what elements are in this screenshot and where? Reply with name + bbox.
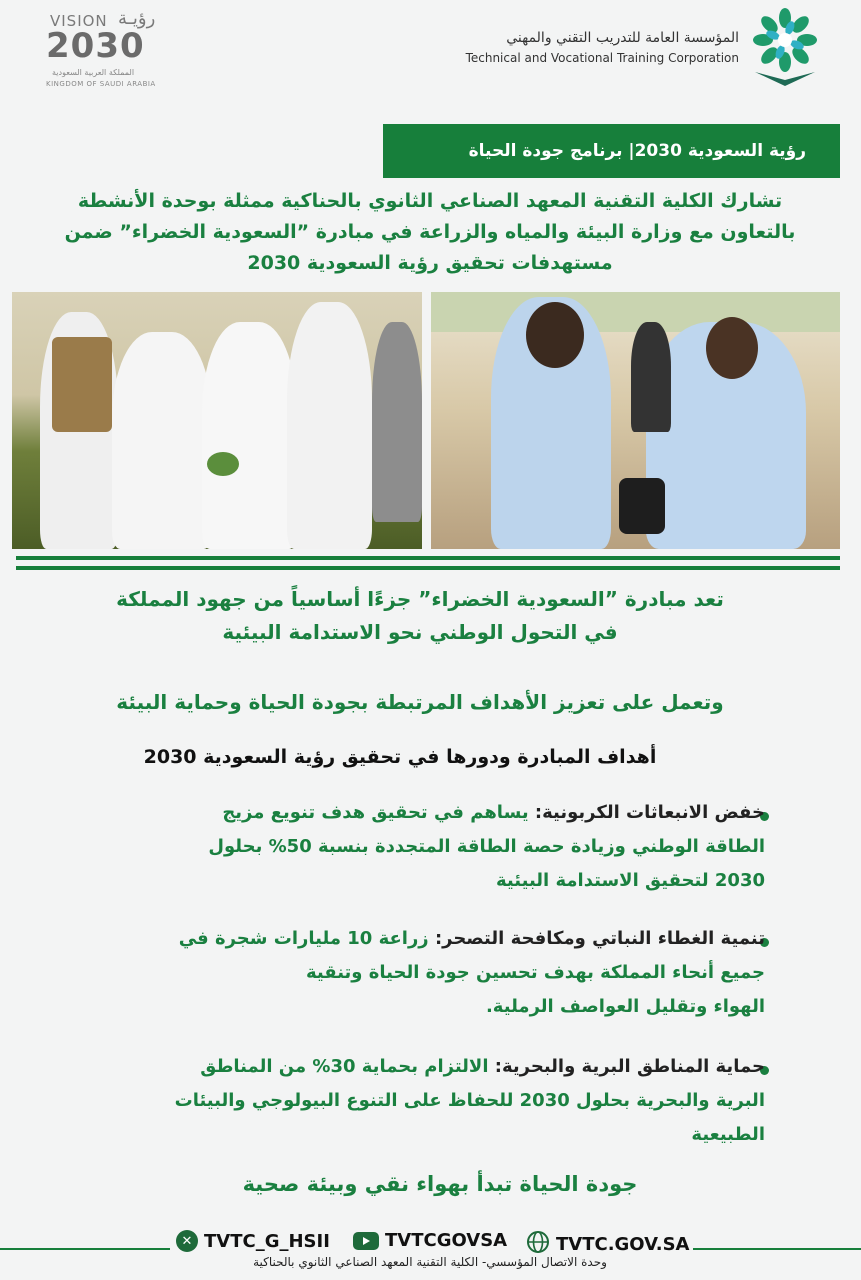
org-name-ar: المؤسسة العامة للتدريب التقني والمهني [506, 30, 739, 46]
goal-text: جميع أنحاء المملكة بهدف تحسين جودة الحياة وتنقية [305, 962, 765, 983]
initiative-statement-2: وتعمل على تعزيز الأهداف المرتبطة بجودة الحياة وحماية البيئة [116, 690, 724, 714]
divider-bottom [16, 566, 840, 570]
divider-top [16, 556, 840, 560]
goal-text: يساهم في تحقيق هدف تنويع مزيج [222, 802, 535, 823]
planting-photo-left [12, 292, 422, 549]
goal-text: زراعة 10 مليارات شجرة في [178, 928, 435, 949]
org-name-en: Technical and Vocational Training Corporation [465, 51, 739, 65]
goal-text: الالتزام بحماية 30% من المناطق [200, 1056, 495, 1077]
vision-arabic: رؤيـة [118, 8, 156, 29]
footer-line-left [0, 1248, 170, 1250]
goal-item [60, 796, 765, 898]
vision-kingdom-ar: المملكة العربية السعودية [52, 68, 135, 77]
goal-text: الطبيعية [691, 1124, 765, 1145]
intro-line: مستهدفات تحقيق رؤية السعودية 2030 [247, 252, 613, 274]
vision-2030-logo [40, 8, 165, 90]
title-band-text: رؤية السعودية 2030| برنامج جودة الحياة [468, 141, 806, 161]
footer-line-right [693, 1248, 861, 1250]
tvtc-logo [747, 6, 823, 88]
goal-item [60, 1050, 765, 1152]
closing-slogan: جودة الحياة تبدأ بهواء نقي وبيئة صحية [242, 1172, 638, 1196]
statement-line: في التحول الوطني نحو الاستدامة البيئية [222, 620, 618, 644]
goals-title: أهداف المبادرة ودورها في تحقيق رؤية السعودية 2030 [143, 746, 657, 768]
x-handle: TVTC_G_HSII [204, 1230, 330, 1252]
x-link[interactable] [176, 1230, 330, 1252]
goal-item [60, 922, 765, 1024]
vision-kingdom-en: KINGDOM OF SAUDI ARABIA [46, 80, 156, 88]
intro-line: بالتعاون مع وزارة البيئة والمياه والزراعة في مبادرة ”السعودية الخضراء” ضمن [64, 221, 796, 243]
x-icon: ✕ [176, 1230, 198, 1252]
intro-paragraph [20, 186, 840, 279]
goal-text: الطاقة الوطني وزيادة حصة الطاقة المتجددة بنسبة 50% بحلول [208, 836, 765, 857]
goal-lead: تنمية الغطاء النباتي ومكافحة التصحر: [434, 928, 765, 949]
statement-line: تعد مبادرة ”السعودية الخضراء” جزءًا أساسياً من جهود المملكة [116, 587, 724, 611]
youtube-handle: TVTCGOVSA [385, 1230, 508, 1251]
youtube-icon [353, 1232, 379, 1250]
planting-photo-right [431, 292, 840, 549]
vision-year: 2030 [46, 26, 145, 66]
initiative-statement [20, 583, 820, 649]
goal-text: الهواء وتقليل العواصف الرملية. [485, 996, 765, 1017]
website-url: TVTC.GOV.SA [556, 1234, 690, 1255]
intro-line: تشارك الكلية التقنية المعهد الصناعي الثانوي بالحناكية ممثلة بوحدة الأنشطة [77, 190, 783, 212]
vision-label: VISION [50, 12, 108, 30]
goal-lead: حماية المناطق البرية والبحرية: [494, 1056, 765, 1077]
youtube-link[interactable] [353, 1230, 507, 1251]
title-band [383, 124, 840, 178]
footer-note: وحدة الاتصال المؤسسي- الكلية التقنية المعهد الصناعي الثانوي بالحناكية [253, 1255, 607, 1269]
goal-lead: خفض الانبعاثات الكربونية: [534, 802, 765, 823]
goal-text: البرية والبحرية بحلول 2030 للحفاظ على التنوع البيولوجي والبيئات [174, 1090, 765, 1111]
goal-text: 2030 لتحقيق الاستدامة البيئية [495, 870, 765, 891]
